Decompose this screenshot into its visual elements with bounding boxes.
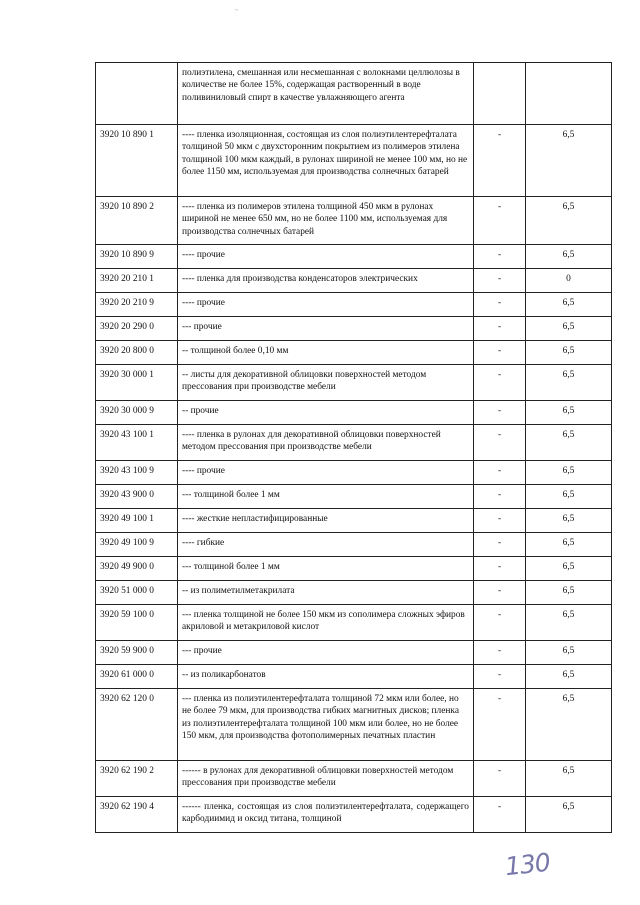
tariff-code-cell: 3920 10 890 2 xyxy=(96,197,178,245)
table-row xyxy=(96,605,612,641)
duty-rate-cell: 6,5 xyxy=(526,341,612,365)
tariff-code-cell: 3920 62 190 4 xyxy=(96,797,178,833)
unit-cell: - xyxy=(474,425,526,461)
table-row xyxy=(96,341,612,365)
tariff-table xyxy=(95,62,612,833)
tariff-code-cell: 3920 43 900 0 xyxy=(96,485,178,509)
table-row xyxy=(96,509,612,533)
description-cell: -- из поликарбонатов xyxy=(178,665,474,689)
unit-cell: - xyxy=(474,665,526,689)
tariff-code-cell: 3920 59 100 0 xyxy=(96,605,178,641)
unit-cell: - xyxy=(474,581,526,605)
tariff-code-cell: 3920 20 210 1 xyxy=(96,269,178,293)
duty-rate-cell: 6,5 xyxy=(526,761,612,797)
table-row xyxy=(96,125,612,197)
duty-rate-cell: 6,5 xyxy=(526,581,612,605)
duty-rate-cell: 6,5 xyxy=(526,665,612,689)
description-cell: полиэтилена, смешанная или несмешанная с волокнами целлюлозы в количестве не более 15%, содержащая растворенный в воде поливиниловый спирт в качестве увлажняющего агента xyxy=(178,63,474,125)
description-cell: ---- прочие xyxy=(178,293,474,317)
table-row xyxy=(96,269,612,293)
duty-rate-cell: 6,5 xyxy=(526,293,612,317)
description-cell: ---- пленка в рулонах для декоративной облицовки поверхностей методом прессования при производстве мебели xyxy=(178,425,474,461)
duty-rate-cell: 6,5 xyxy=(526,509,612,533)
table-row xyxy=(96,641,612,665)
unit-cell: - xyxy=(474,197,526,245)
tariff-code-cell: 3920 30 000 1 xyxy=(96,365,178,401)
unit-cell: - xyxy=(474,533,526,557)
tariff-code-cell: 3920 20 210 9 xyxy=(96,293,178,317)
table-row xyxy=(96,461,612,485)
table-row xyxy=(96,665,612,689)
table-row xyxy=(96,245,612,269)
table-row xyxy=(96,425,612,461)
table-row xyxy=(96,63,612,125)
unit-cell: - xyxy=(474,293,526,317)
table-row xyxy=(96,689,612,761)
unit-cell: - xyxy=(474,605,526,641)
description-cell: ---- жесткие непластифицированные xyxy=(178,509,474,533)
table-row xyxy=(96,485,612,509)
table-row xyxy=(96,761,612,797)
description-cell: ---- гибкие xyxy=(178,533,474,557)
table-row xyxy=(96,557,612,581)
table-row xyxy=(96,197,612,245)
unit-cell: - xyxy=(474,317,526,341)
description-cell: ------ в рулонах для декоративной облицовки поверхностей методом прессования при производстве мебели xyxy=(178,761,474,797)
duty-rate-cell: 6,5 xyxy=(526,689,612,761)
tariff-code-cell: 3920 61 000 0 xyxy=(96,665,178,689)
unit-cell: - xyxy=(474,485,526,509)
unit-cell xyxy=(474,63,526,125)
description-cell: ------ пленка, состоящая из слоя полиэтилентерефталата, содержащего карбодиимид и оксид титана, толщиной xyxy=(178,797,474,833)
unit-cell: - xyxy=(474,689,526,761)
description-cell: --- пленка из полиэтилентерефталата толщиной 72 мкм или более, но не более 79 мкм, для производства гибких магнитных дисков; пленка из полиэтилентерефталата толщиной 100 мкм или более, но не более 150 мкм, для производства фотополимерных печатных пластин xyxy=(178,689,474,761)
description-cell: --- толщиной более 1 мм xyxy=(178,485,474,509)
duty-rate-cell: 6,5 xyxy=(526,557,612,581)
tariff-code-cell: 3920 43 100 9 xyxy=(96,461,178,485)
top-mark: ~ xyxy=(235,8,239,14)
duty-rate-cell: 6,5 xyxy=(526,533,612,557)
handwritten-page-number: 130 xyxy=(503,847,552,882)
unit-cell: - xyxy=(474,461,526,485)
duty-rate-cell: 6,5 xyxy=(526,425,612,461)
tariff-code-cell: 3920 59 900 0 xyxy=(96,641,178,665)
tariff-code-cell: 3920 10 890 1 xyxy=(96,125,178,197)
unit-cell: - xyxy=(474,125,526,197)
unit-cell: - xyxy=(474,269,526,293)
duty-rate-cell: 6,5 xyxy=(526,401,612,425)
unit-cell: - xyxy=(474,365,526,401)
description-cell: ---- пленка для производства конденсаторов электрических xyxy=(178,269,474,293)
tariff-code-cell: 3920 51 000 0 xyxy=(96,581,178,605)
table-row xyxy=(96,317,612,341)
tariff-code-cell: 3920 10 890 9 xyxy=(96,245,178,269)
tariff-code-cell: 3920 43 100 1 xyxy=(96,425,178,461)
unit-cell: - xyxy=(474,401,526,425)
unit-cell: - xyxy=(474,557,526,581)
duty-rate-cell: 6,5 xyxy=(526,485,612,509)
duty-rate-cell: 6,5 xyxy=(526,125,612,197)
duty-rate-cell xyxy=(526,63,612,125)
table-row xyxy=(96,797,612,833)
description-cell: --- пленка толщиной не более 150 мкм из сополимера сложных эфиров акриловой и метакриловой кислот xyxy=(178,605,474,641)
tariff-table-body xyxy=(96,63,612,833)
duty-rate-cell: 6,5 xyxy=(526,461,612,485)
duty-rate-cell: 6,5 xyxy=(526,797,612,833)
duty-rate-cell: 6,5 xyxy=(526,641,612,665)
tariff-code-cell: 3920 49 900 0 xyxy=(96,557,178,581)
description-cell: ---- прочие xyxy=(178,245,474,269)
unit-cell: - xyxy=(474,509,526,533)
unit-cell: - xyxy=(474,761,526,797)
tariff-code-cell: 3920 62 190 2 xyxy=(96,761,178,797)
duty-rate-cell: 6,5 xyxy=(526,197,612,245)
duty-rate-cell: 0 xyxy=(526,269,612,293)
description-cell: ---- прочие xyxy=(178,461,474,485)
unit-cell: - xyxy=(474,341,526,365)
description-cell: -- прочие xyxy=(178,401,474,425)
tariff-code-cell: 3920 20 800 0 xyxy=(96,341,178,365)
tariff-code-cell: 3920 30 000 9 xyxy=(96,401,178,425)
description-cell: --- прочие xyxy=(178,641,474,665)
description-cell: -- листы для декоративной облицовки поверхностей методом прессования при производстве мебели xyxy=(178,365,474,401)
description-cell: --- прочие xyxy=(178,317,474,341)
table-row xyxy=(96,581,612,605)
description-cell: -- из полиметилметакрилата xyxy=(178,581,474,605)
tariff-code-cell: 3920 62 120 0 xyxy=(96,689,178,761)
description-cell: ---- пленка из полимеров этилена толщиной 450 мкм в рулонах шириной не менее 650 мм, но не более 1100 мм, используемая для производства солнечных батарей xyxy=(178,197,474,245)
unit-cell: - xyxy=(474,245,526,269)
duty-rate-cell: 6,5 xyxy=(526,317,612,341)
duty-rate-cell: 6,5 xyxy=(526,365,612,401)
duty-rate-cell: 6,5 xyxy=(526,245,612,269)
tariff-code-cell: 3920 49 100 9 xyxy=(96,533,178,557)
table-row xyxy=(96,533,612,557)
tariff-code-cell: 3920 49 100 1 xyxy=(96,509,178,533)
table-row xyxy=(96,293,612,317)
description-cell: ---- пленка изоляционная, состоящая из слоя полиэтилентерефталата толщиной 50 мкм с двухсторонним покрытием из полимеров этилена толщиной 100 мкм каждый, в рулонах шириной не менее 100 мм, но не более 1150 мм, используемая для производства солнечных батарей xyxy=(178,125,474,197)
table-row xyxy=(96,401,612,425)
description-cell: --- толщиной более 1 мм xyxy=(178,557,474,581)
unit-cell: - xyxy=(474,797,526,833)
duty-rate-cell: 6,5 xyxy=(526,605,612,641)
tariff-code-cell xyxy=(96,63,178,125)
unit-cell: - xyxy=(474,641,526,665)
tariff-code-cell: 3920 20 290 0 xyxy=(96,317,178,341)
description-cell: -- толщиной более 0,10 мм xyxy=(178,341,474,365)
table-row xyxy=(96,365,612,401)
